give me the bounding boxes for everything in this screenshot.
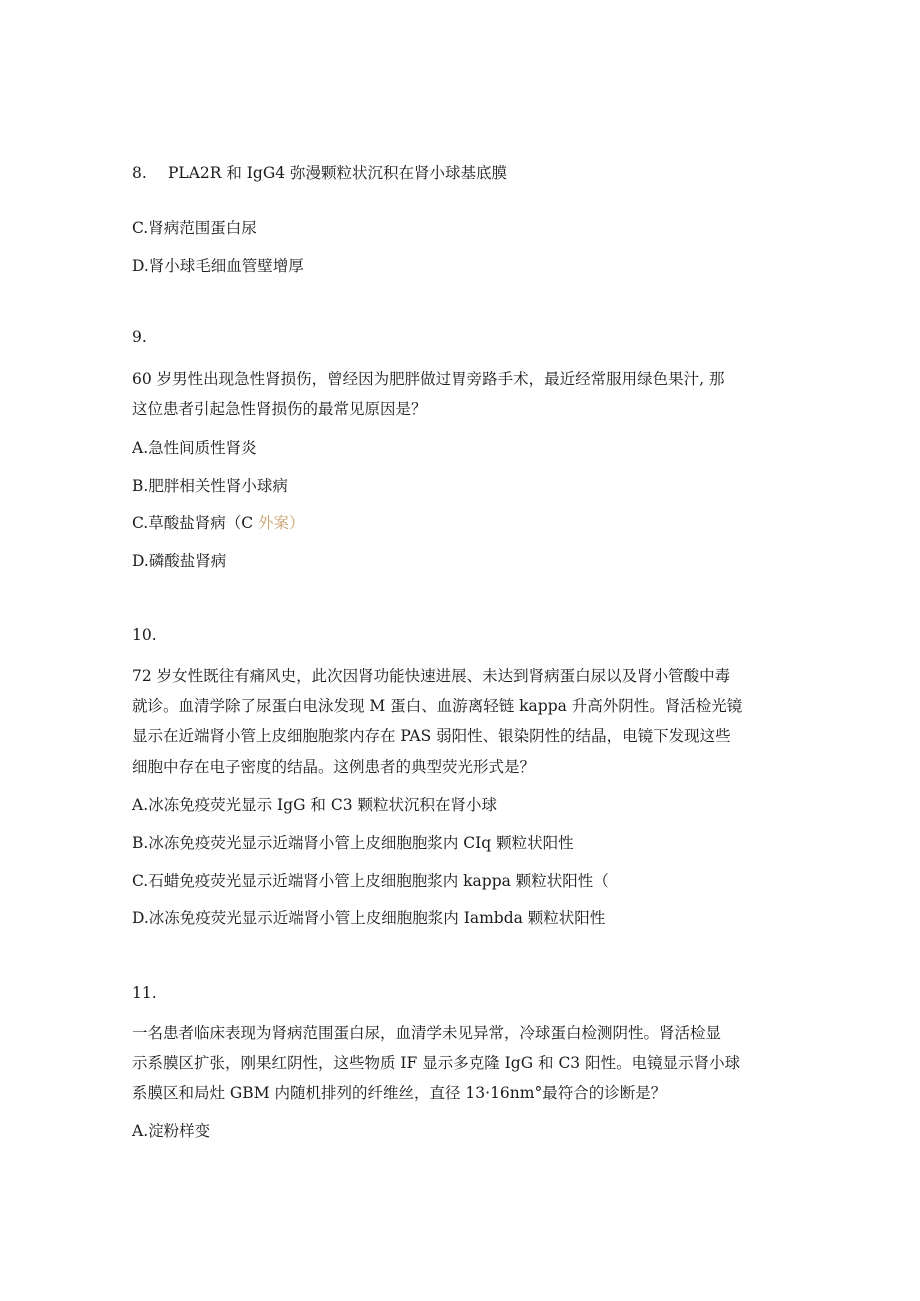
q9-option-c-annotation: 外案） xyxy=(253,514,305,532)
q10-option-a: A.冰冻免疫荧光显示 IgG 和 C3 颗粒状沉积在肾小球 xyxy=(132,796,497,814)
q10-number: 10. xyxy=(132,626,157,644)
q9-option-a: A.急性间质性肾炎 xyxy=(132,439,257,457)
q10-option-c: C.石蜡免疫荧光显示近端肾小管上皮细胞胞浆内 kappa 颗粒状阳性（ xyxy=(132,872,609,890)
q8-option-d: D.肾小球毛细血管壁增厚 xyxy=(132,257,304,275)
q10-stem-line-4: 细胞中存在电子密度的结晶。这例患者的典型荧光形式是？ xyxy=(132,758,536,776)
q10-stem-line-2: 就诊。血清学除了尿蛋白电泳发现 M 蛋白、血游离轻链 kappa 升高外阴性。肾活检光镜 xyxy=(132,697,743,715)
q11-stem-line-1: 一名患者临床表现为肾病范围蛋白尿，血清学未见异常，冷球蛋白检测阴性。肾活检显 xyxy=(132,1024,722,1042)
q8-option-c: C.肾病范围蛋白尿 xyxy=(132,219,257,237)
q9-option-d: D.磷酸盐肾病 xyxy=(132,552,227,570)
q10-stem-line-1: 72 岁女性既往有痛风史，此次因肾功能快速进展、未达到肾病蛋白尿以及肾小管酸中毒 xyxy=(132,667,731,685)
q9-option-c xyxy=(132,513,305,533)
q11-stem-line-3: 系膜区和局灶 GBM 内随机排列的纤维丝，直径 13·16nm°最符合的诊断是？ xyxy=(132,1084,667,1102)
q9-option-c-text: C.草酸盐肾病（C xyxy=(132,514,254,532)
q11-number: 11. xyxy=(132,984,157,1002)
q8-number: 8. xyxy=(132,164,147,182)
q10-option-b: B.冰冻免疫荧光显示近端肾小管上皮细胞胞浆内 CIq 颗粒状阳性 xyxy=(132,834,574,852)
q9-stem-line-2: 这位患者引起急性肾损伤的最常见原因是？ xyxy=(132,400,427,418)
q9-stem-line-1: 60 岁男性出现急性肾损伤，曾经因为肥胖做过胃旁路手术，最近经常服用绿色果汁, 那 xyxy=(132,370,725,388)
q9-number: 9. xyxy=(132,328,147,346)
q8-option-text: PLA2R 和 IgG4 弥漫颗粒状沉积在肾小球基底膜 xyxy=(168,164,508,182)
q11-option-a: A.淀粉样变 xyxy=(132,1122,211,1140)
q10-stem-line-3: 显示在近端肾小管上皮细胞胞浆内存在 PAS 弱阳性、银染阴性的结晶，电镜下发现这些 xyxy=(132,727,731,745)
q11-stem-line-2: 示系膜区扩张，刚果红阴性，这些物质 IF 显示多克隆 IgG 和 C3 阳性。电镜显示肾小球 xyxy=(132,1054,741,1072)
q10-option-d: D.冰冻免疫荧光显示近端肾小管上皮细胞胞浆内 Iambda 颗粒状阳性 xyxy=(132,909,606,927)
q9-option-b: B.肥胖相关性肾小球病 xyxy=(132,477,288,495)
